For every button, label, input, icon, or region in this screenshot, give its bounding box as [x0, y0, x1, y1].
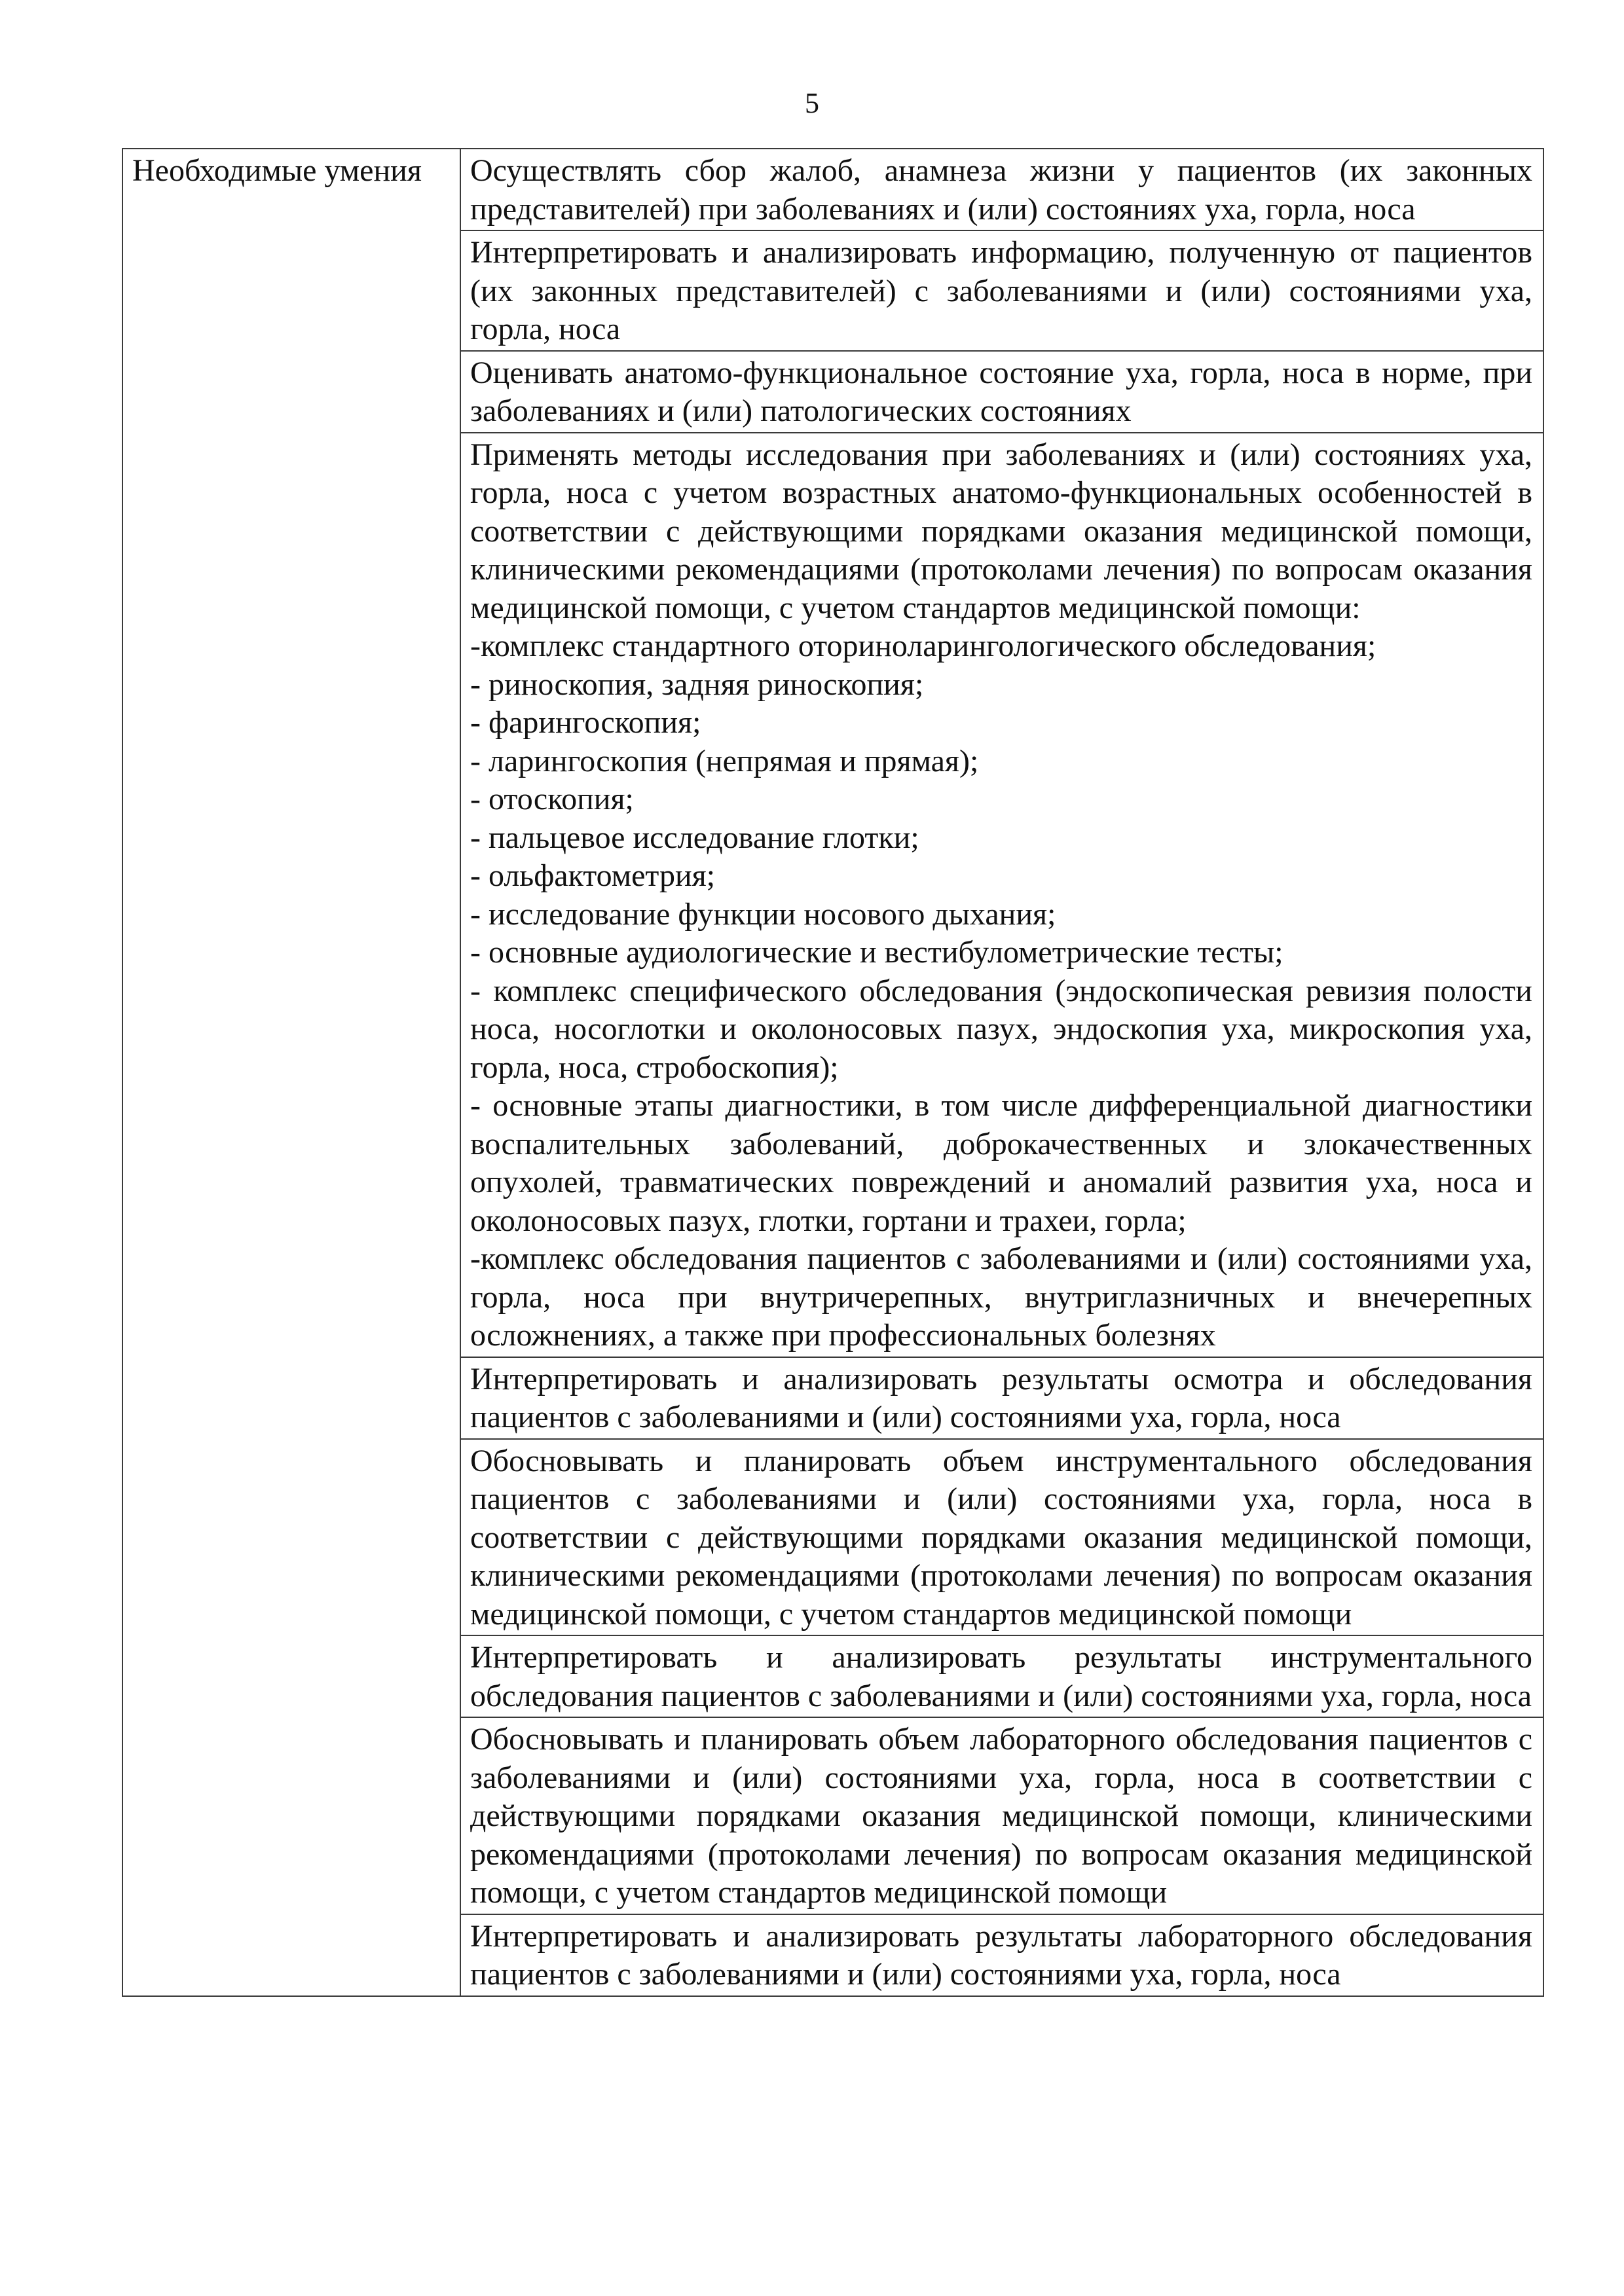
skill-cell: [460, 230, 1543, 351]
skill-list-item: - исследование функции носового дыхания;: [470, 896, 1056, 932]
skill-line: Интерпретировать и анализировать результаты лабораторного обследования пациентов с заболеваниями и (или) состояниями уха, горла, носа: [470, 1918, 1532, 1992]
skill-line: Интерпретировать и анализировать результаты инструментального обследования пациентов с заболеваниями и (или) состояниями уха, горла, носа: [470, 1640, 1532, 1713]
skill-line: Применять методы исследования при заболеваниях и (или) состояниях уха, горла, носа с учетом возрастных анатомо-функциональных особенностей в соответствии с действующими порядками оказания медицинской помощи, клиническими рекомендациями (протоколами лечения) по вопросам оказания медицинской помощи, с учетом стандартов медицинской помощи:: [470, 437, 1532, 625]
skill-line: Осуществлять сбор жалоб, анамнеза жизни у пациентов (их законных представителей) при заболеваниях и (или) состояниях уха, горла, носа: [470, 153, 1532, 227]
table-row: [122, 149, 1543, 230]
skill-list-item: - ларингоскопия (непрямая и прямая);: [470, 743, 979, 778]
skill-cell: [460, 1357, 1543, 1439]
skills-table: [122, 148, 1544, 1997]
skill-list-item: - комплекс специфического обследования (эндоскопическая ревизия полости носа, носоглотки и околоносовых пазух, эндоскопия уха, микроскопия уха, горла, носа, стробоскопия);: [470, 973, 1532, 1085]
skill-list-item: -комплекс стандартного оториноларингологического обследования;: [470, 629, 1376, 663]
skill-cell: [460, 351, 1543, 433]
skill-list-item: - отоскопия;: [470, 782, 634, 816]
skill-list-item: - основные этапы диагностики, в том числе дифференциальной диагностики воспалительных заболеваний, доброкачественных и злокачественных опухолей, травматических повреждений и аномалий развития уха, носа и околоносовых пазух, глотки, гортани и трахеи, горла;: [470, 1088, 1532, 1238]
skill-list-item: - основные аудиологические и вестибулометрические тесты;: [470, 935, 1283, 970]
skill-cell: [460, 1914, 1543, 1996]
skill-line: Интерпретировать и анализировать информацию, полученную от пациентов (их законных представителей) с заболеваниями и (или) состояниями уха, горла, носа: [470, 235, 1532, 346]
skill-list-item: - ольфактометрия;: [470, 858, 716, 893]
skill-list-item: - фарингоскопия;: [470, 705, 701, 740]
skill-list-item: - риноскопия, задняя риноскопия;: [470, 666, 924, 702]
skill-cell: [460, 1717, 1543, 1914]
skill-cell: [460, 433, 1543, 1357]
section-label: Необходимые умения: [122, 149, 460, 1996]
skill-line: Интерпретировать и анализировать результаты осмотра и обследования пациентов с заболеваниями и (или) состояниями уха, горла, носа: [470, 1361, 1532, 1434]
skill-cell: [460, 1635, 1543, 1717]
skill-cell: [460, 149, 1543, 230]
skill-list-item: - пальцевое исследование глотки;: [470, 820, 919, 855]
skill-line: Обосновывать и планировать объем лабораторного обследования пациентов с заболеваниями и (или) состояниями уха, горла, носа в соответствии с действующими порядками оказания медицинской помощи, клиническими рекомендациями (протоколами лечения) по вопросам оказания медицинской помощи, с учетом стандартов медицинской помощи: [470, 1722, 1532, 1910]
skill-line: Обосновывать и планировать объем инструментального обследования пациентов с заболеваниями и (или) состояниями уха, горла, носа в соответствии с действующими порядками оказания медицинской помощи, клиническими рекомендациями (протоколами лечения) по вопросам оказания медицинской помощи, с учетом стандартов медицинской помощи: [470, 1443, 1532, 1631]
skill-cell: [460, 1439, 1543, 1636]
skill-list-item: -комплекс обследования пациентов с заболеваниями и (или) состояниями уха, горла, носа при внутричерепных, внутриглазничных и внечерепных осложнениях, а также при профессиональных болезнях: [470, 1241, 1532, 1353]
page-number: 5: [805, 87, 819, 119]
skill-line: Оценивать анатомо-функциональное состояние уха, горла, носа в норме, при заболеваниях и (или) патологических состояниях: [470, 355, 1532, 428]
